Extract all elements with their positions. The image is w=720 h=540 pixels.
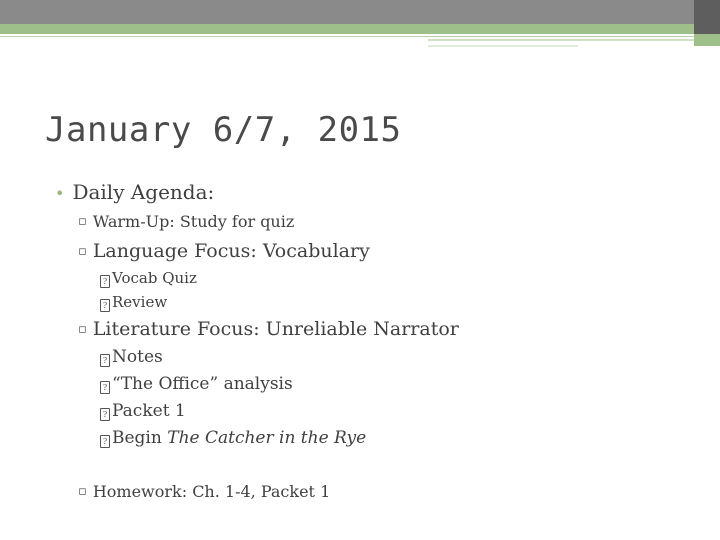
- accent-line-shorter: [428, 45, 578, 47]
- square-bullet-icon: ▫: [78, 214, 87, 229]
- top-green-bar: [0, 24, 720, 34]
- agenda-item-literature: ▫ Literature Focus: Unreliable Narrator: [78, 318, 459, 340]
- accent-line: [0, 36, 694, 37]
- literature-subitem-notes: ? Notes: [100, 347, 163, 367]
- square-bullet-icon: ▫: [78, 484, 87, 499]
- bullet-dot-icon: •: [55, 184, 65, 203]
- missing-glyph-icon: ?: [100, 299, 110, 312]
- missing-glyph-icon: ?: [100, 354, 110, 367]
- agenda-item-homework: ▫ Homework: Ch. 1-4, Packet 1: [78, 482, 331, 501]
- missing-glyph-icon: ?: [100, 435, 110, 448]
- language-subitem-quiz: ? Vocab Quiz: [100, 269, 197, 287]
- agenda-item-warmup: ▫ Warm-Up: Study for quiz: [78, 212, 295, 231]
- agenda-item-language: ▫ Language Focus: Vocabulary: [78, 240, 370, 262]
- missing-glyph-icon: ?: [100, 408, 110, 421]
- literature-subitem-catcher: ? Begin The Catcher in the Rye: [100, 428, 366, 448]
- book-title: The Catcher in the Rye: [167, 428, 367, 448]
- top-gray-bar: [0, 0, 720, 24]
- literature-subitem-office: ? “The Office” analysis: [100, 374, 293, 394]
- literature-subitem-packet: ? Packet 1: [100, 401, 186, 421]
- square-bullet-icon: ▫: [78, 244, 87, 259]
- corner-dark-block: [694, 0, 720, 34]
- square-bullet-icon: ▫: [78, 322, 87, 337]
- accent-line-short: [428, 39, 694, 41]
- language-subitem-review: ? Review: [100, 293, 167, 311]
- slide-title: January 6/7, 2015: [45, 110, 402, 150]
- missing-glyph-icon: ?: [100, 381, 110, 394]
- missing-glyph-icon: ?: [100, 275, 110, 288]
- corner-green-block: [694, 34, 720, 46]
- agenda-heading: • Daily Agenda:: [55, 180, 215, 204]
